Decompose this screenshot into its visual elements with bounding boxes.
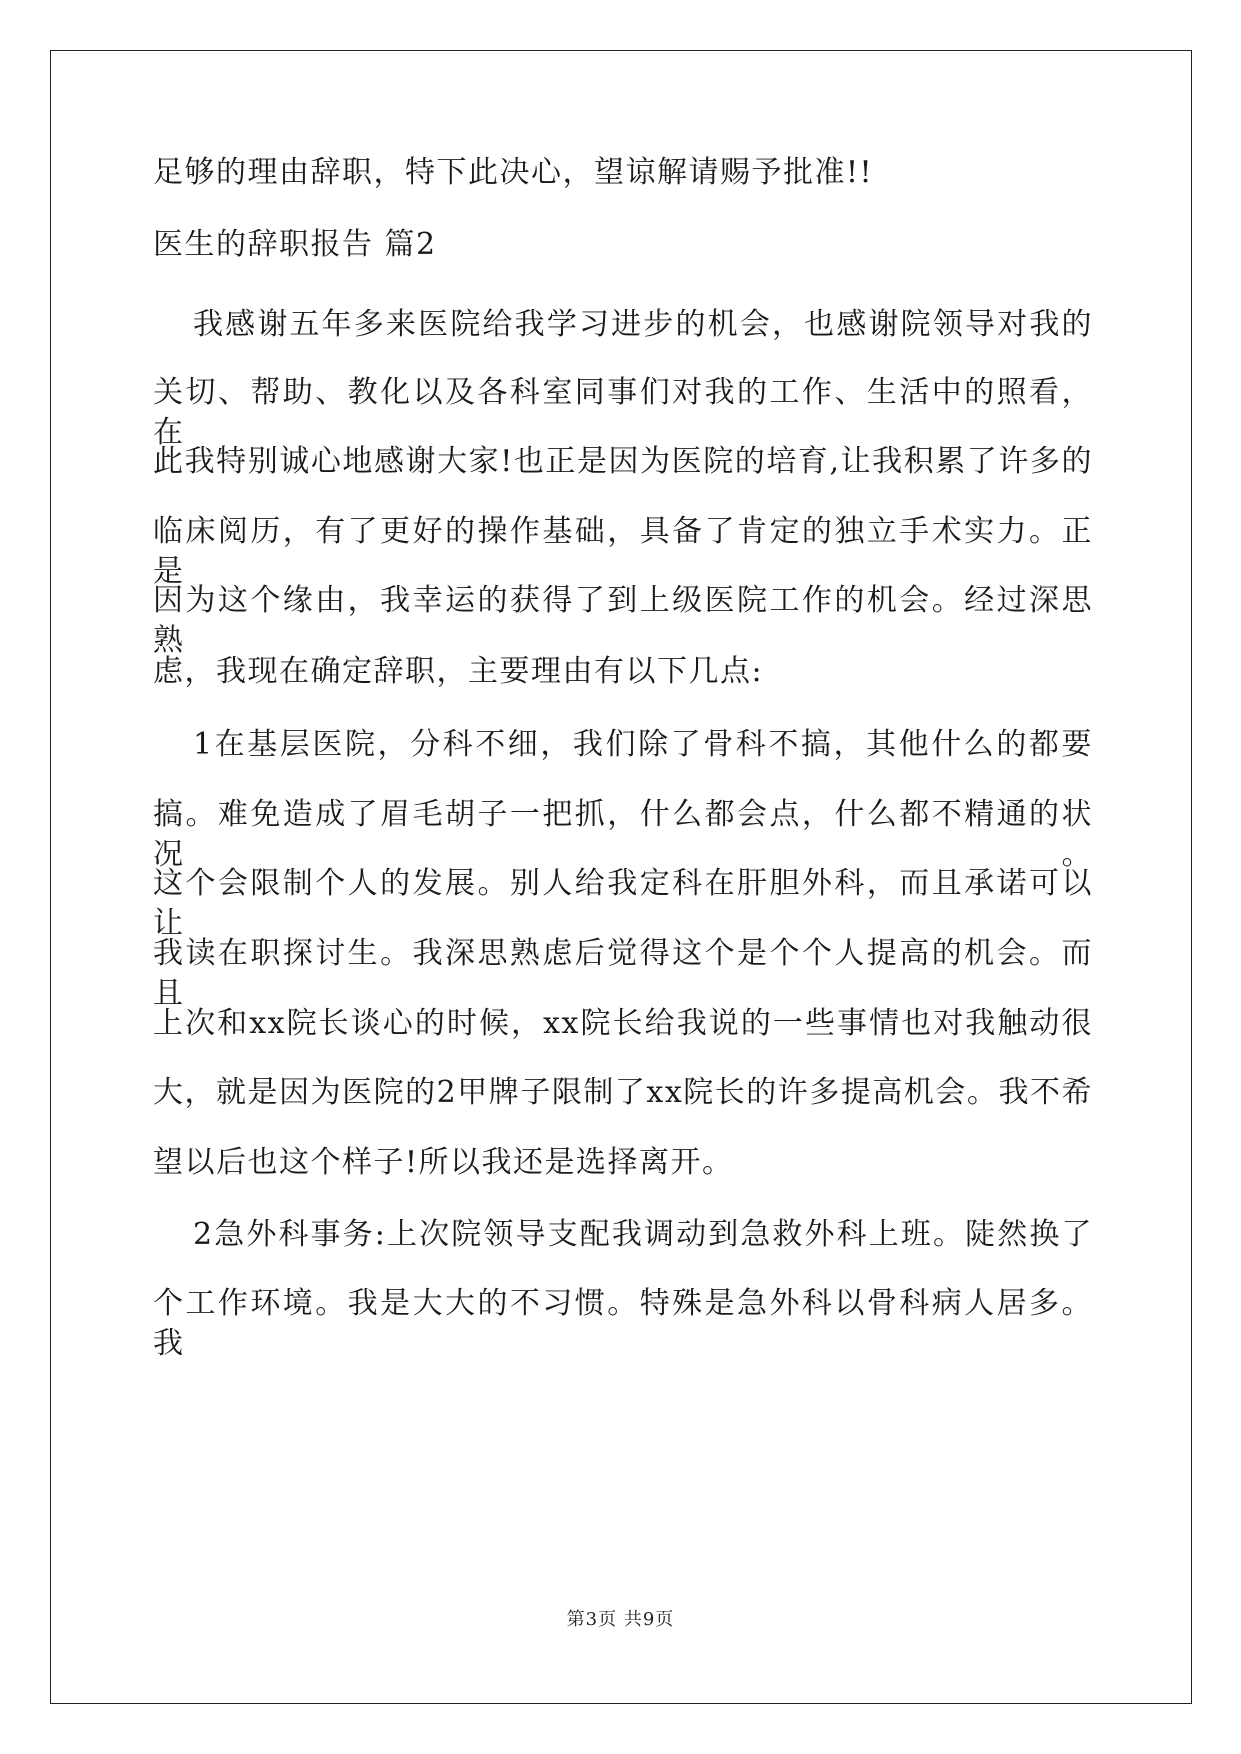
section-heading: 医生的辞职报告 篇2 (153, 227, 437, 262)
paragraph-line: 虑，我现在确定辞职，主要理由有以下几点: (153, 654, 764, 689)
paragraph-line: 关切、帮助、教化以及各科室同事们对我的工作、生活中的照看，在 (153, 375, 1093, 450)
paragraph-line: 此我特别诚心地感谢大家!也正是因为医院的培育,让我积累了许多的 (153, 444, 1093, 479)
paragraph-line: 临床阅历，有了更好的操作基础，具备了肯定的独立手术实力。正是 (153, 514, 1093, 589)
paragraph-line: 我读在职探讨生。我深思熟虑后觉得这个是个个人提高的机会。而且 (153, 936, 1093, 1011)
paragraph-line: 个工作环境。我是大大的不习惯。特殊是急外科以骨科病人居多。我 (153, 1286, 1093, 1361)
paragraph-line: 大，就是因为医院的2甲牌子限制了xx院长的许多提高机会。我不希 (153, 1075, 1093, 1110)
paragraph-line: 2急外科事务:上次院领导支配我调动到急救外科上班。陡然换了 (193, 1217, 1093, 1252)
paragraph-line: 上次和xx院长谈心的时候，xx院长给我说的一些事情也对我触动很 (153, 1006, 1093, 1041)
paragraph-line: 搞。难免造成了眉毛胡子一把抓，什么都会点，什么都不精通的状况。 (153, 797, 1093, 872)
paragraph-line: 1在基层医院，分科不细，我们除了骨科不搞，其他什么的都要 (193, 727, 1093, 762)
paragraph-line: 这个会限制个人的发展。别人给我定科在肝胆外科，而且承诺可以让 (153, 866, 1093, 941)
paragraph-line: 望以后也这个样子!所以我还是选择离开。 (153, 1145, 734, 1180)
page-number: 第3页 共9页 (566, 1609, 675, 1630)
paragraph-line: 我感谢五年多来医院给我学习进步的机会，也感谢院领导对我的 (193, 307, 1093, 342)
text-line-closing: 足够的理由辞职，特下此决心，望谅解请赐予批准!! (153, 155, 874, 190)
paragraph-line: 因为这个缘由，我幸运的获得了到上级医院工作的机会。经过深思熟 (153, 583, 1093, 658)
